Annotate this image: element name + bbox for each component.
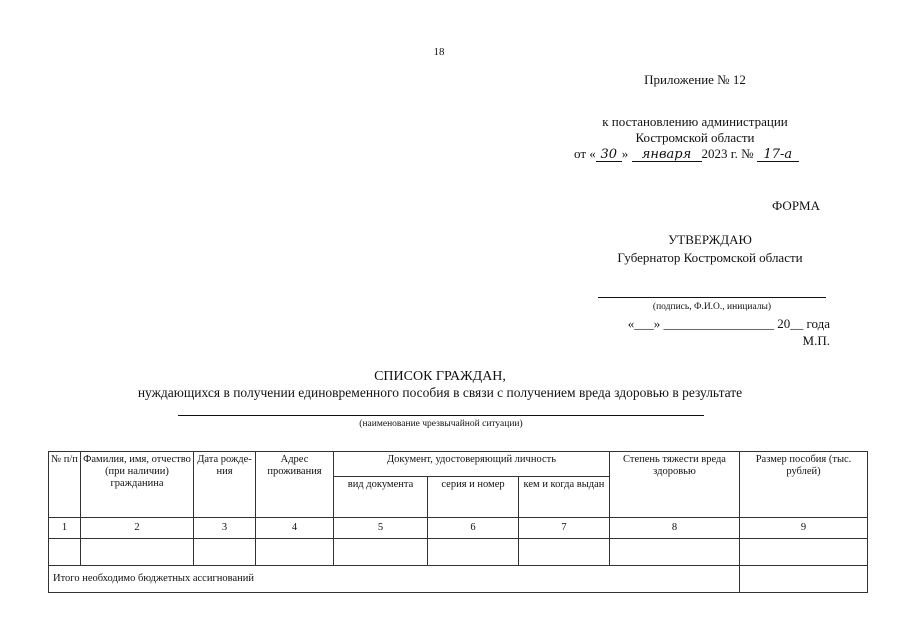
signature-line	[598, 297, 826, 298]
header-doc-series: серия и номер	[428, 477, 519, 518]
column-number: 7	[519, 518, 610, 539]
approve-heading: УТВЕРЖДАЮ	[668, 232, 752, 247]
handwritten-day: 30	[596, 148, 622, 162]
header-name: Фамилия, имя, отчество (при наличии) гражданина	[81, 452, 194, 518]
header-row-1	[49, 452, 868, 477]
column-number: 1	[49, 518, 81, 539]
table-cell	[428, 539, 519, 566]
header-doc-issued: кем и когда выдан	[519, 477, 610, 518]
table-cell	[194, 539, 256, 566]
header-document-group: Документ, удостоверяющий личность	[334, 452, 610, 477]
table-row	[49, 539, 868, 566]
total-label: Итого необходимо бюджетных ассигнований	[49, 566, 740, 593]
situation-line	[178, 415, 704, 416]
table-cell	[740, 539, 868, 566]
decree-line-1: к постановлению администрации	[602, 114, 788, 129]
table-cell	[256, 539, 334, 566]
date-prefix: от «	[574, 146, 596, 161]
table-cell	[610, 539, 740, 566]
page-number: 18	[433, 46, 445, 58]
form-label: ФОРМА	[772, 198, 820, 213]
decree-date-line	[560, 146, 874, 162]
table-cell	[81, 539, 194, 566]
table-cell	[519, 539, 610, 566]
table-cell	[334, 539, 428, 566]
header-doc-type: вид документа	[334, 477, 428, 518]
appendix-title: Приложение № 12	[644, 72, 746, 87]
table-cell	[49, 539, 81, 566]
column-number: 5	[334, 518, 428, 539]
column-number-row	[49, 518, 868, 539]
total-row	[49, 566, 868, 593]
total-value	[740, 566, 868, 593]
column-number: 3	[194, 518, 256, 539]
citizens-table	[48, 451, 868, 593]
column-number: 2	[81, 518, 194, 539]
handwritten-month: января	[632, 148, 702, 162]
quote-close: »	[621, 146, 629, 161]
header-birth: Дата рожде- ния	[194, 452, 256, 518]
list-title: СПИСОК ГРАЖДАН,	[374, 369, 506, 384]
header-severity: Степень тяжести вреда здоровью	[610, 452, 740, 518]
column-number: 6	[428, 518, 519, 539]
column-number: 4	[256, 518, 334, 539]
signature-caption: (подпись, Ф.И.О., инициалы)	[652, 302, 772, 312]
situation-caption: (наименование чрезвычайной ситуации)	[359, 419, 523, 429]
stamp-place: М.П.	[802, 333, 830, 348]
column-number: 9	[740, 518, 868, 539]
header-address: Адрес проживания	[256, 452, 334, 518]
approve-governor: Губернатор Костромской области	[617, 250, 803, 265]
header-num: № п/п	[49, 452, 81, 518]
list-subtitle: нуждающихся в получении единовременного пособия в связи с получением вреда здоровью в результате	[137, 385, 743, 400]
year-text: 2023 г. №	[701, 146, 754, 161]
column-number: 8	[610, 518, 740, 539]
header-amount: Размер пособия (тыс. рублей)	[740, 452, 868, 518]
approve-date-line: «___» _________________ 20__ года	[627, 316, 830, 331]
decree-line-2: Костромской области	[635, 130, 755, 145]
handwritten-number: 17-а	[757, 148, 799, 162]
